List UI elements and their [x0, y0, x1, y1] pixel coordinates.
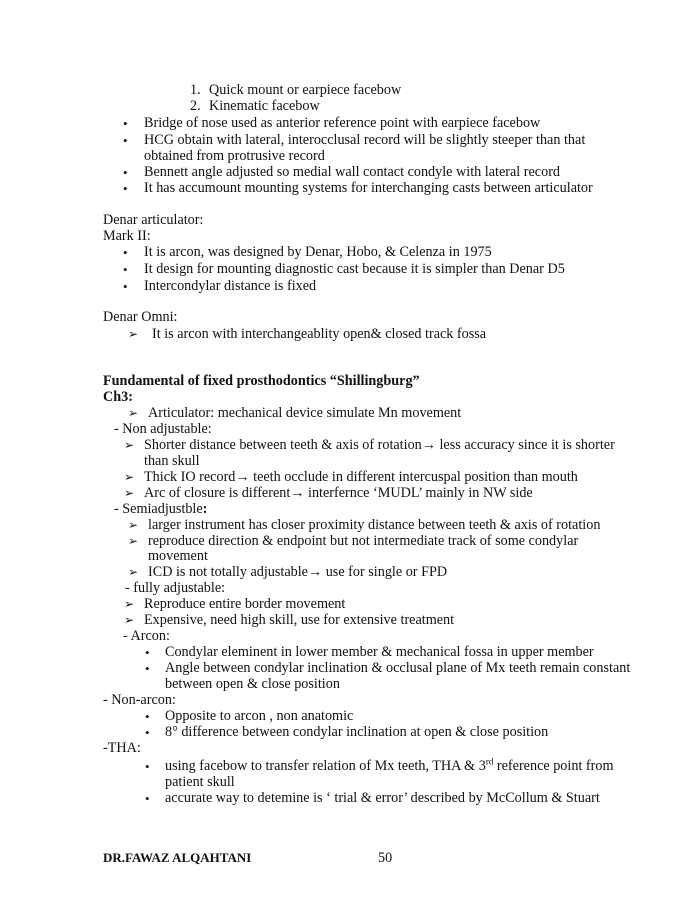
list-item: Angle between condylar inclination & occlusal plane of Mx teeth remain constant	[165, 660, 631, 676]
chapter-heading: Ch3:	[103, 389, 133, 405]
bullet-icon: •	[145, 645, 150, 660]
bullet-icon: •	[145, 791, 150, 806]
arrow-bullet-icon: ➢	[124, 597, 135, 611]
bullet-icon: •	[123, 116, 128, 131]
list-item: Condylar eleminent in lower member & mechanical fossa in upper member	[165, 644, 594, 660]
list-item: Reproduce entire border movement	[144, 596, 346, 612]
list-item: It design for mounting diagnostic cast because it is simpler than Denar D5	[144, 261, 565, 277]
list-item: Arc of closure is different→ interfernce ‘MUDL’ mainly in NW side	[144, 485, 533, 501]
section-heading: Denar articulator:	[103, 212, 204, 228]
arrow-bullet-icon: ➢	[124, 470, 135, 484]
list-item: It is arcon, was designed by Denar, Hobo, & Celenza in 1975	[144, 244, 492, 260]
bullet-icon: •	[123, 245, 128, 260]
subheading	[114, 501, 207, 517]
list-number: 1.	[190, 82, 201, 98]
arrow-bullet-icon: ➢	[128, 534, 139, 548]
list-item: It has accumount mounting systems for interchanging casts between articulator	[144, 180, 593, 196]
subheading: - Non adjustable:	[114, 421, 212, 437]
list-item: accurate way to detemine is ‘ trial & error’ described by McCollum & Stuart	[165, 790, 600, 806]
arrow-bullet-icon: ➢	[128, 565, 139, 579]
arrow-bullet-icon: ➢	[128, 406, 139, 420]
subheading: - Arcon:	[123, 628, 170, 644]
section-heading: Denar Omni:	[103, 309, 178, 325]
bullet-icon: •	[123, 133, 128, 148]
list-item: larger instrument has closer proximity distance between teeth & axis of rotation	[148, 517, 601, 533]
footer-author: DR.FAWAZ ALQAHTANI	[103, 850, 252, 865]
bullet-icon: •	[145, 725, 150, 740]
list-item-continuation: obtained from protrusive record	[144, 148, 325, 164]
list-item-continuation: movement	[148, 548, 208, 564]
page-number: 50	[378, 850, 393, 866]
list-item: Intercondylar distance is fixed	[144, 278, 317, 294]
list-number: 2.	[190, 98, 201, 114]
list-item: Thick IO record→ teeth occlude in different intercuspal position than mouth	[144, 469, 578, 485]
subheading: - Non-arcon:	[103, 692, 176, 708]
bullet-icon: •	[145, 661, 150, 676]
subheading-colon: :	[202, 501, 208, 517]
subsection-heading: Mark II:	[103, 228, 151, 244]
arrow-bullet-icon: ➢	[128, 327, 139, 341]
list-item: reproduce direction & endpoint but not intermediate track of some condylar	[148, 533, 579, 549]
list-item: Expensive, need high skill, use for extensive treatment	[144, 612, 455, 628]
list-item: It is arcon with interchangeablity open& closed track fossa	[152, 326, 487, 342]
list-item: Articulator: mechanical device simulate Mn movement	[148, 405, 462, 421]
bullet-icon: •	[123, 262, 128, 277]
subheading-text: - Semiadjustble	[114, 501, 203, 517]
list-item: Shorter distance between teeth & axis of rotation→ less accuracy since it is shorter	[144, 437, 615, 453]
list-item: Bridge of nose used as anterior reference point with earpiece facebow	[144, 115, 541, 131]
superscript: rd	[485, 756, 494, 767]
list-item: HCG obtain with lateral, interocclusal record will be slightly steeper than that	[144, 132, 586, 148]
list-item: 8° difference between condylar inclination at open & close position	[165, 724, 549, 740]
list-item: Bennett angle adjusted so medial wall contact condyle with lateral record	[144, 164, 561, 180]
subheading: -THA:	[103, 740, 141, 756]
list-item-continuation: between open & close position	[165, 676, 340, 692]
list-item: Quick mount or earpiece facebow	[209, 82, 402, 98]
arrow-bullet-icon: ➢	[128, 518, 139, 532]
section-title: Fundamental of fixed prosthodontics “Shillingburg”	[103, 373, 420, 389]
subheading: - fully adjustable:	[125, 580, 226, 596]
arrow-bullet-icon: ➢	[124, 613, 135, 627]
list-item-text: using facebow to transfer relation of Mx teeth, THA & 3	[165, 758, 486, 774]
list-item: Opposite to arcon , non anatomic	[165, 708, 354, 724]
bullet-icon: •	[123, 165, 128, 180]
bullet-icon: •	[145, 759, 150, 774]
list-item	[165, 758, 614, 774]
bullet-icon: •	[145, 709, 150, 724]
bullet-icon: •	[123, 279, 128, 294]
list-item: ICD is not totally adjustable→ use for single or FPD	[148, 564, 448, 580]
arrow-bullet-icon: ➢	[124, 486, 135, 500]
list-item-continuation: than skull	[144, 453, 200, 469]
arrow-bullet-icon: ➢	[124, 438, 135, 452]
list-item-continuation: patient skull	[165, 774, 235, 790]
list-item: Kinematic facebow	[209, 98, 320, 114]
bullet-icon: •	[123, 181, 128, 196]
list-item-text: reference point from	[493, 758, 614, 774]
